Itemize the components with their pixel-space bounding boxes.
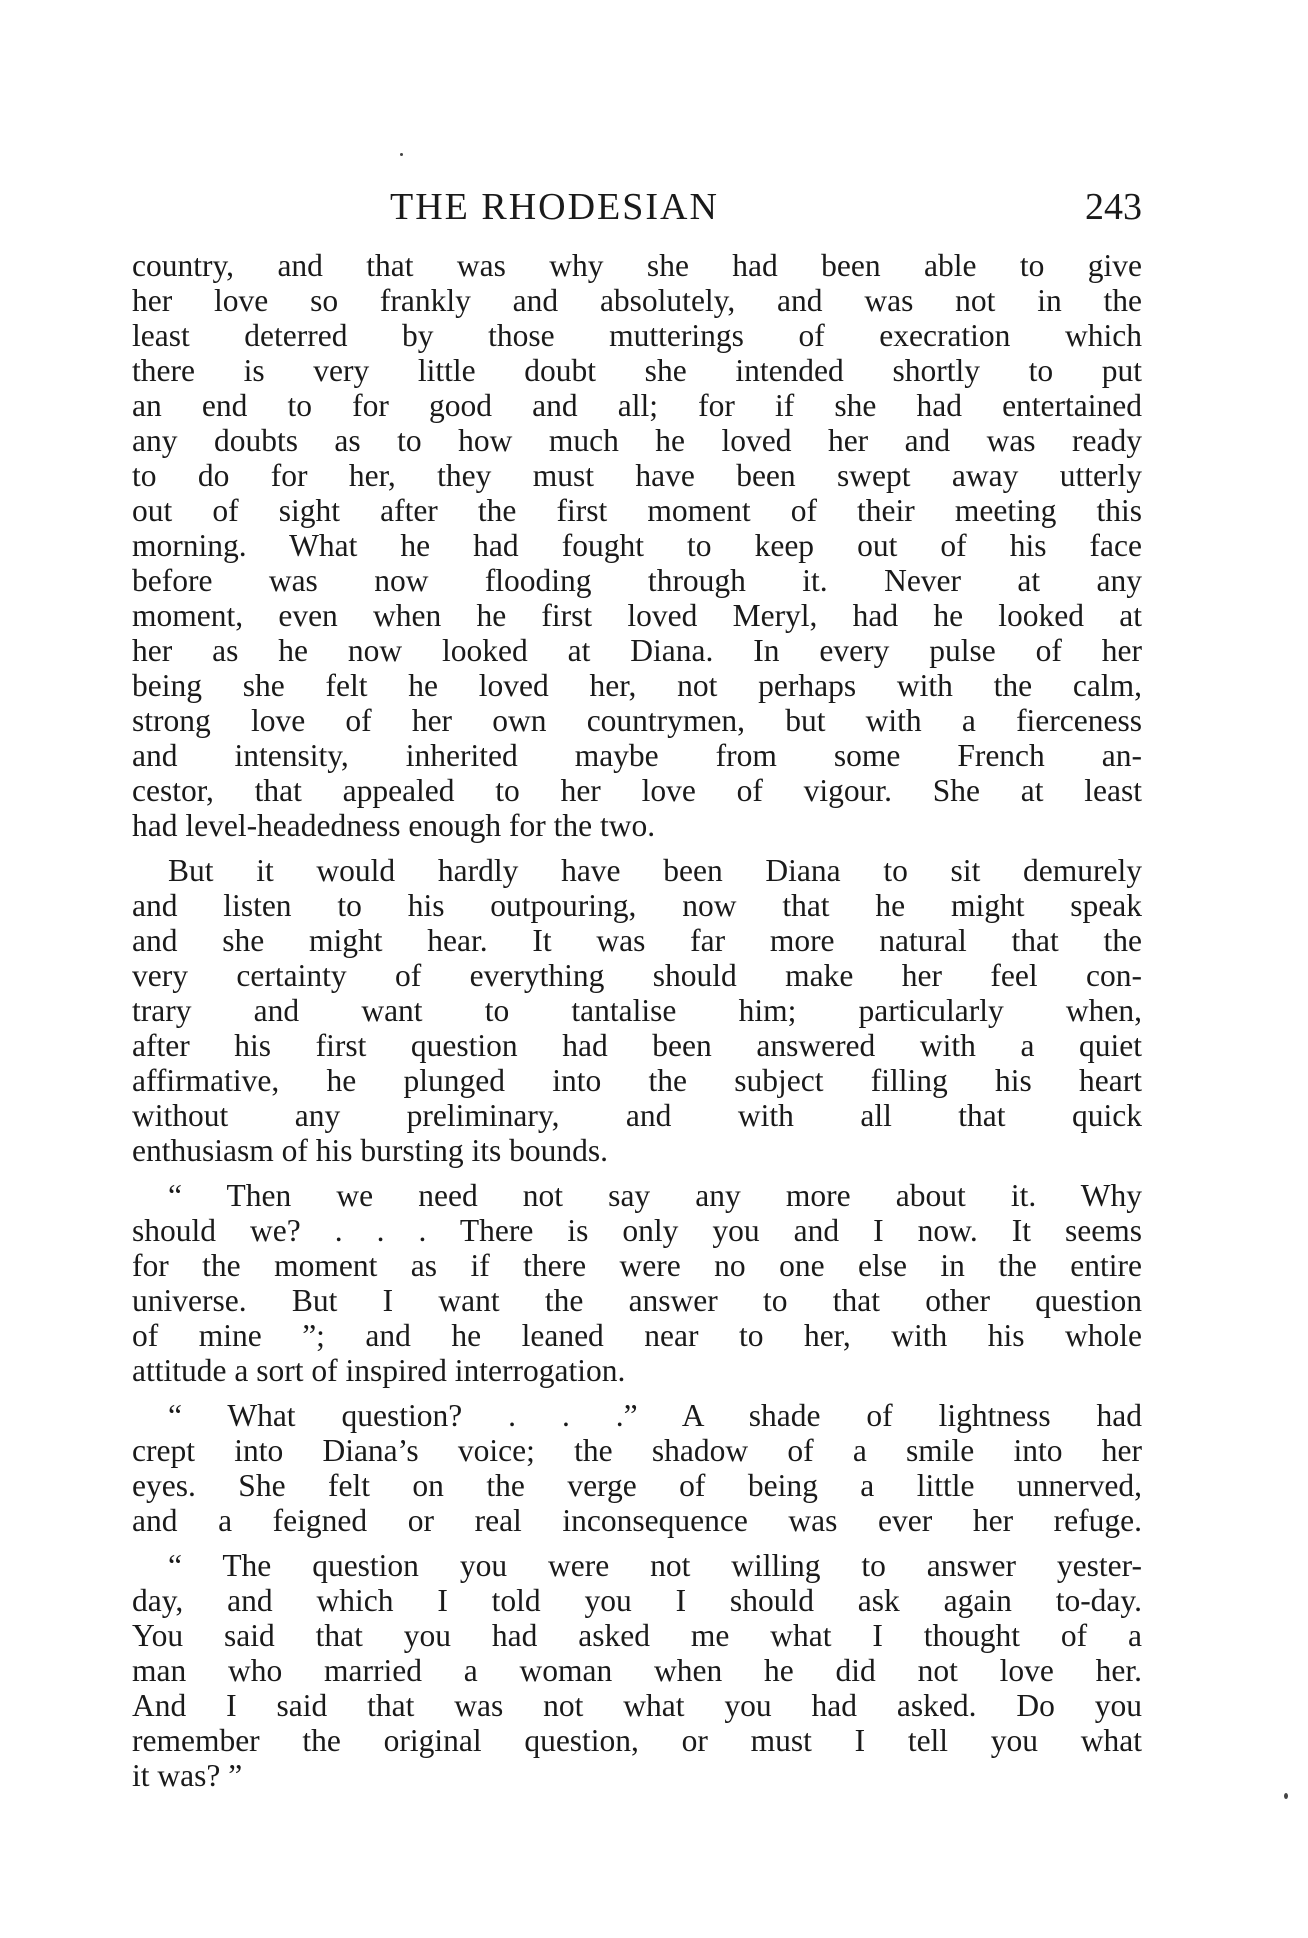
- text-line: should we? . . . There is only you and I now. It seems: [132, 1213, 1142, 1248]
- text-line: crept into Diana’s voice; the shadow of a smile into her: [132, 1433, 1142, 1468]
- text-line: and a feigned or real inconsequence was ever her refuge.: [132, 1503, 1142, 1538]
- text-line: universe. But I want the answer to that other question: [132, 1283, 1142, 1318]
- text-line: cestor, that appealed to her love of vigour. She at least: [132, 773, 1142, 808]
- paragraph-3: [132, 1178, 1142, 1388]
- text-line: least deterred by those mutterings of execration which: [132, 318, 1142, 353]
- text-line: and she might hear. It was far more natural that the: [132, 923, 1142, 958]
- text-line: country, and that was why she had been able to give: [132, 248, 1142, 283]
- page-number: 243: [1085, 186, 1142, 228]
- text-line: her as he now looked at Diana. In every pulse of her: [132, 633, 1142, 668]
- text-line: You said that you had asked me what I thought of a: [132, 1618, 1142, 1653]
- paragraph-2: [132, 853, 1142, 1168]
- text-line: eyes. She felt on the verge of being a little unnerved,: [132, 1468, 1142, 1503]
- running-title: THE RHODESIAN: [390, 186, 719, 228]
- print-speck: [1284, 1793, 1288, 1799]
- print-speck: [400, 153, 403, 156]
- text-line: attitude a sort of inspired interrogation.: [132, 1353, 626, 1388]
- running-head: [132, 182, 1142, 232]
- body-text: [132, 248, 1142, 1793]
- text-line: it was? ”: [132, 1758, 243, 1793]
- text-line: of mine ”; and he leaned near to her, with his whole: [132, 1318, 1142, 1353]
- text-line: an end to for good and all; for if she had entertained: [132, 388, 1142, 423]
- text-line: But it would hardly have been Diana to sit demurely: [168, 853, 1142, 888]
- text-line: any doubts as to how much he loved her and was ready: [132, 423, 1142, 458]
- text-line: moment, even when he first loved Meryl, had he looked at: [132, 598, 1142, 633]
- text-line: to do for her, they must have been swept away utterly: [132, 458, 1142, 493]
- text-line: there is very little doubt she intended shortly to put: [132, 353, 1142, 388]
- text-line: before was now flooding through it. Never at any: [132, 563, 1142, 598]
- text-line: and listen to his outpouring, now that he might speak: [132, 888, 1142, 923]
- text-line: her love so frankly and absolutely, and was not in the: [132, 283, 1142, 318]
- text-line: enthusiasm of his bursting its bounds.: [132, 1133, 609, 1168]
- text-line: “ The question you were not willing to answer yester-: [168, 1548, 1142, 1583]
- text-line: “ What question? . . .” A shade of lightness had: [168, 1398, 1142, 1433]
- text-line: And I said that was not what you had asked. Do you: [132, 1688, 1142, 1723]
- paragraph-4: [132, 1398, 1142, 1538]
- paragraph-1: [132, 248, 1142, 843]
- text-line: affirmative, he plunged into the subject filling his heart: [132, 1063, 1142, 1098]
- text-line: and intensity, inherited maybe from some French an-: [132, 738, 1142, 773]
- text-line: remember the original question, or must I tell you what: [132, 1723, 1142, 1758]
- text-line: trary and want to tantalise him; particularly when,: [132, 993, 1142, 1028]
- text-line: without any preliminary, and with all that quick: [132, 1098, 1142, 1133]
- text-line: morning. What he had fought to keep out of his face: [132, 528, 1142, 563]
- text-line: man who married a woman when he did not love her.: [132, 1653, 1142, 1688]
- text-line: after his first question had been answered with a quiet: [132, 1028, 1142, 1063]
- text-line: being she felt he loved her, not perhaps with the calm,: [132, 668, 1142, 703]
- text-line: day, and which I told you I should ask again to-day.: [132, 1583, 1142, 1618]
- text-line: very certainty of everything should make her feel con-: [132, 958, 1142, 993]
- text-line: “ Then we need not say any more about it. Why: [168, 1178, 1142, 1213]
- text-line: had level-headedness enough for the two.: [132, 808, 656, 843]
- text-line: for the moment as if there were no one else in the entire: [132, 1248, 1142, 1283]
- paragraph-5: [132, 1548, 1142, 1793]
- text-line: strong love of her own countrymen, but with a fierceness: [132, 703, 1142, 738]
- text-line: out of sight after the first moment of their meeting this: [132, 493, 1142, 528]
